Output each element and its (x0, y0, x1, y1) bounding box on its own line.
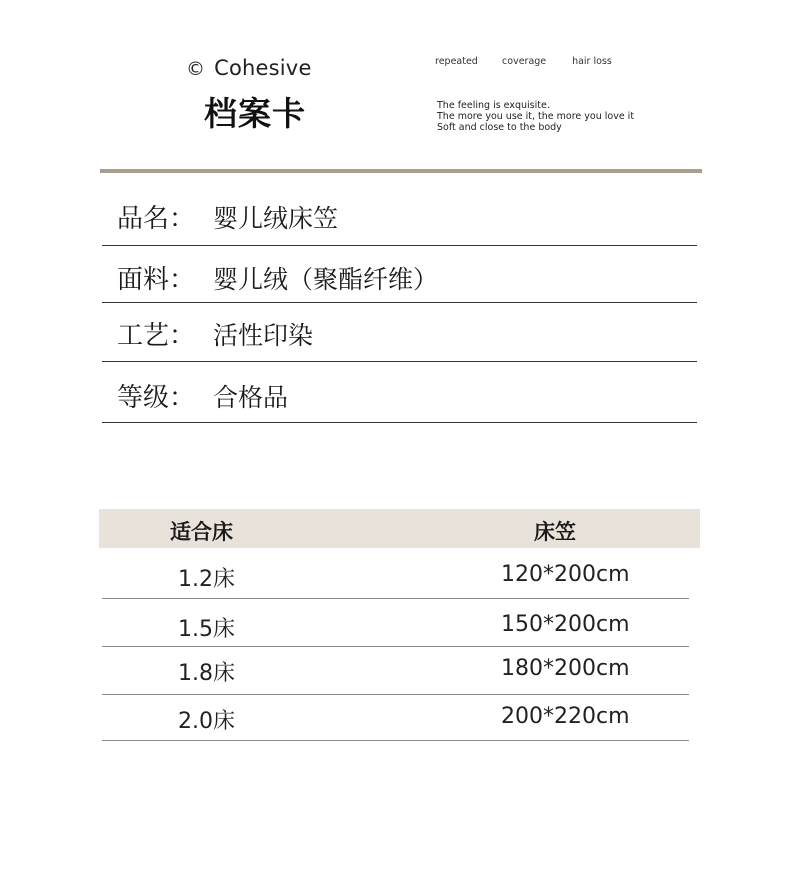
feature-tags (435, 56, 612, 67)
tag-hair-loss: hair loss (572, 56, 612, 67)
spec-row-product-name (102, 188, 697, 246)
bed-size-cell: 2.0床 (178, 709, 235, 734)
tagline-line-2: The more you use it, the more you love it (437, 111, 635, 122)
bed-size-cell: 1.5床 (178, 617, 235, 642)
tagline (437, 100, 634, 133)
column-header-fitted-sheet: 床笠 (534, 520, 576, 544)
tagline-line-1: The feeling is exquisite. (437, 100, 550, 111)
header-divider (100, 169, 702, 173)
copyright-icon: © (186, 58, 206, 80)
sheet-size-cell: 180*200cm (501, 656, 630, 681)
sheet-size-cell: 120*200cm (501, 562, 630, 587)
spec-row-fabric (102, 246, 697, 303)
table-row (102, 600, 689, 647)
bed-size-cell: 1.8床 (178, 661, 235, 686)
brand-logo (186, 56, 312, 80)
tag-coverage: coverage (502, 56, 547, 67)
table-row (102, 548, 689, 599)
card-title: 档案卡 (204, 94, 306, 133)
spec-label: 面料： (117, 265, 196, 295)
spec-label: 工艺： (117, 321, 196, 351)
sheet-size-cell: 200*220cm (501, 704, 630, 729)
spec-value: 婴儿绒（聚酯纤维） (213, 265, 439, 294)
column-header-bed: 适合床 (170, 520, 233, 544)
brand-name: Cohesive (214, 56, 312, 80)
size-table-header (99, 509, 700, 548)
bed-size-cell: 1.2床 (178, 567, 235, 592)
spec-label: 等级： (117, 383, 196, 413)
tag-repeated: repeated (435, 56, 478, 67)
tagline-line-3: Soft and close to the body (437, 122, 562, 133)
sheet-size-cell: 150*200cm (501, 612, 630, 637)
table-row (102, 696, 689, 741)
spec-row-grade (102, 362, 697, 423)
table-row (102, 648, 689, 695)
spec-row-craft (102, 303, 697, 362)
spec-value: 合格品 (213, 383, 289, 412)
spec-label: 品名： (117, 204, 196, 234)
spec-value: 婴儿绒床笠 (213, 204, 339, 233)
spec-value: 活性印染 (213, 321, 314, 350)
